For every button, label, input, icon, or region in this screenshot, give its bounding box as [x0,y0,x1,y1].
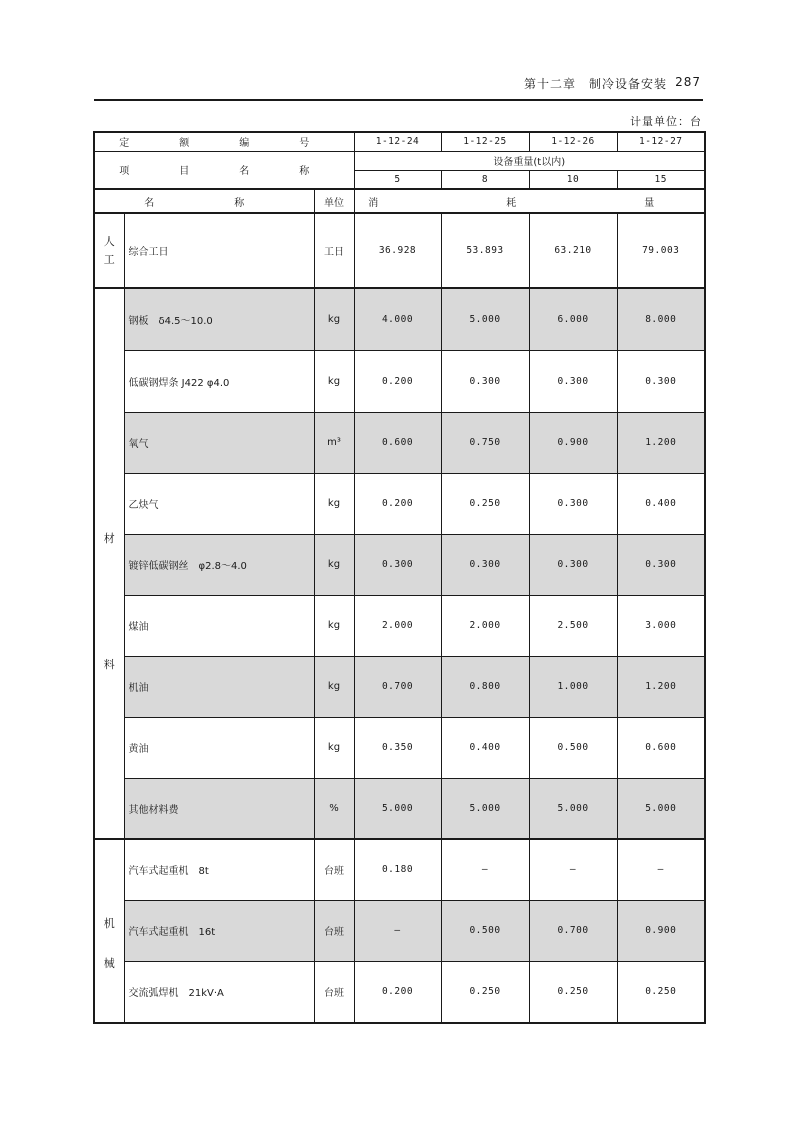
table-row [94,839,705,900]
item-unit: kg [314,288,354,350]
item-name: 黄油 [124,717,314,778]
item-value: 5.000 [354,778,441,839]
item-unit: kg [314,717,354,778]
item-name: 氧气 [124,412,314,473]
item-name: 汽车式起重机 16t [124,900,314,961]
consumption-column-header: 消 耗 量 [354,189,705,213]
item-value: — [354,900,441,961]
item-value: 0.750 [441,412,529,473]
item-unit: % [314,778,354,839]
item-unit: 工日 [314,213,354,288]
category-material: 材 料 [94,288,124,839]
item-unit: kg [314,534,354,595]
item-value: — [529,839,617,900]
item-value: 0.900 [529,412,617,473]
item-value: 5.000 [441,288,529,350]
page-number: 287 [675,75,701,89]
weight-group-header: 设备重量(t以内) [354,151,705,170]
item-value: 0.500 [441,900,529,961]
item-name: 综合工日 [124,213,314,288]
weight-value: 8 [441,170,529,189]
item-value: 0.200 [354,473,441,534]
item-value: 3.000 [617,595,705,656]
category-machine: 机 械 [94,839,124,1023]
column-header-row [94,189,705,213]
item-value: 2.500 [529,595,617,656]
item-value: 6.000 [529,288,617,350]
item-unit: 台班 [314,961,354,1023]
item-value: 1.200 [617,412,705,473]
item-name: 镀锌低碳钢丝 φ2.8～4.0 [124,534,314,595]
item-value: 0.400 [441,717,529,778]
item-unit: kg [314,595,354,656]
table-row [94,717,705,778]
item-unit: 台班 [314,839,354,900]
header-rule [94,99,703,101]
table-row [94,900,705,961]
item-value: 0.250 [529,961,617,1023]
item-value: 0.600 [617,717,705,778]
weight-value: 10 [529,170,617,189]
page-header [94,72,703,94]
item-value: 5.000 [617,778,705,839]
item-name: 低碳钢焊条 J422 φ4.0 [124,350,314,412]
item-value: 0.800 [441,656,529,717]
item-value: 0.400 [617,473,705,534]
chapter-title: 第十二章 [524,77,577,91]
item-value: 0.300 [529,350,617,412]
item-value: 0.250 [617,961,705,1023]
item-value: 0.250 [441,961,529,1023]
quota-code: 1-12-26 [529,132,617,151]
name-column-header: 名 称 [94,189,314,213]
item-value: 0.180 [354,839,441,900]
quota-table [93,131,706,1024]
item-name: 乙炔气 [124,473,314,534]
item-name: 汽车式起重机 8t [124,839,314,900]
item-name: 钢板 δ4.5～10.0 [124,288,314,350]
item-value: 2.000 [354,595,441,656]
item-unit: kg [314,473,354,534]
item-value: 1.200 [617,656,705,717]
item-value: 63.210 [529,213,617,288]
section-title: 制冷设备安装 [589,77,668,91]
weight-value: 15 [617,170,705,189]
table-row [94,534,705,595]
item-unit: 台班 [314,900,354,961]
item-value: 0.700 [529,900,617,961]
item-name-label: 项 目 名 称 [94,151,354,189]
item-unit: kg [314,350,354,412]
table-row [94,595,705,656]
item-value: 53.893 [441,213,529,288]
weight-group-row [94,151,705,170]
item-value: 0.200 [354,961,441,1023]
item-value: 0.500 [529,717,617,778]
table-row [94,778,705,839]
item-value: 0.350 [354,717,441,778]
item-value: 0.300 [617,350,705,412]
item-value: 4.000 [354,288,441,350]
item-value: — [441,839,529,900]
quota-code: 1-12-24 [354,132,441,151]
table-row [94,412,705,473]
item-value: 36.928 [354,213,441,288]
item-value: 5.000 [529,778,617,839]
item-value: 0.250 [441,473,529,534]
item-value: 0.300 [529,534,617,595]
item-value: 0.700 [354,656,441,717]
item-value: 0.300 [617,534,705,595]
item-unit: m³ [314,412,354,473]
table-row [94,961,705,1023]
item-value: 2.000 [441,595,529,656]
unit-note: 计量单位：台 [630,115,702,128]
quota-code: 1-12-25 [441,132,529,151]
item-unit: kg [314,656,354,717]
item-value: 1.000 [529,656,617,717]
quota-code: 1-12-27 [617,132,705,151]
item-name: 交流弧焊机 21kV·A [124,961,314,1023]
item-value: 0.900 [617,900,705,961]
item-name: 煤油 [124,595,314,656]
item-name: 其他材料费 [124,778,314,839]
item-name: 机油 [124,656,314,717]
table-row [94,656,705,717]
table-row [94,473,705,534]
unit-column-header: 单位 [314,189,354,213]
item-value: 8.000 [617,288,705,350]
quota-label: 定 额 编 号 [94,132,354,151]
item-value: 0.300 [354,534,441,595]
table-row [94,213,705,288]
quota-code-row [94,132,705,151]
item-value: 0.300 [441,350,529,412]
item-value: — [617,839,705,900]
item-value: 0.600 [354,412,441,473]
weight-value: 5 [354,170,441,189]
item-value: 5.000 [441,778,529,839]
item-value: 0.300 [529,473,617,534]
category-labor: 人 工 [94,213,124,288]
table-row [94,350,705,412]
item-value: 0.200 [354,350,441,412]
item-value: 79.003 [617,213,705,288]
table-row [94,288,705,350]
item-value: 0.300 [441,534,529,595]
